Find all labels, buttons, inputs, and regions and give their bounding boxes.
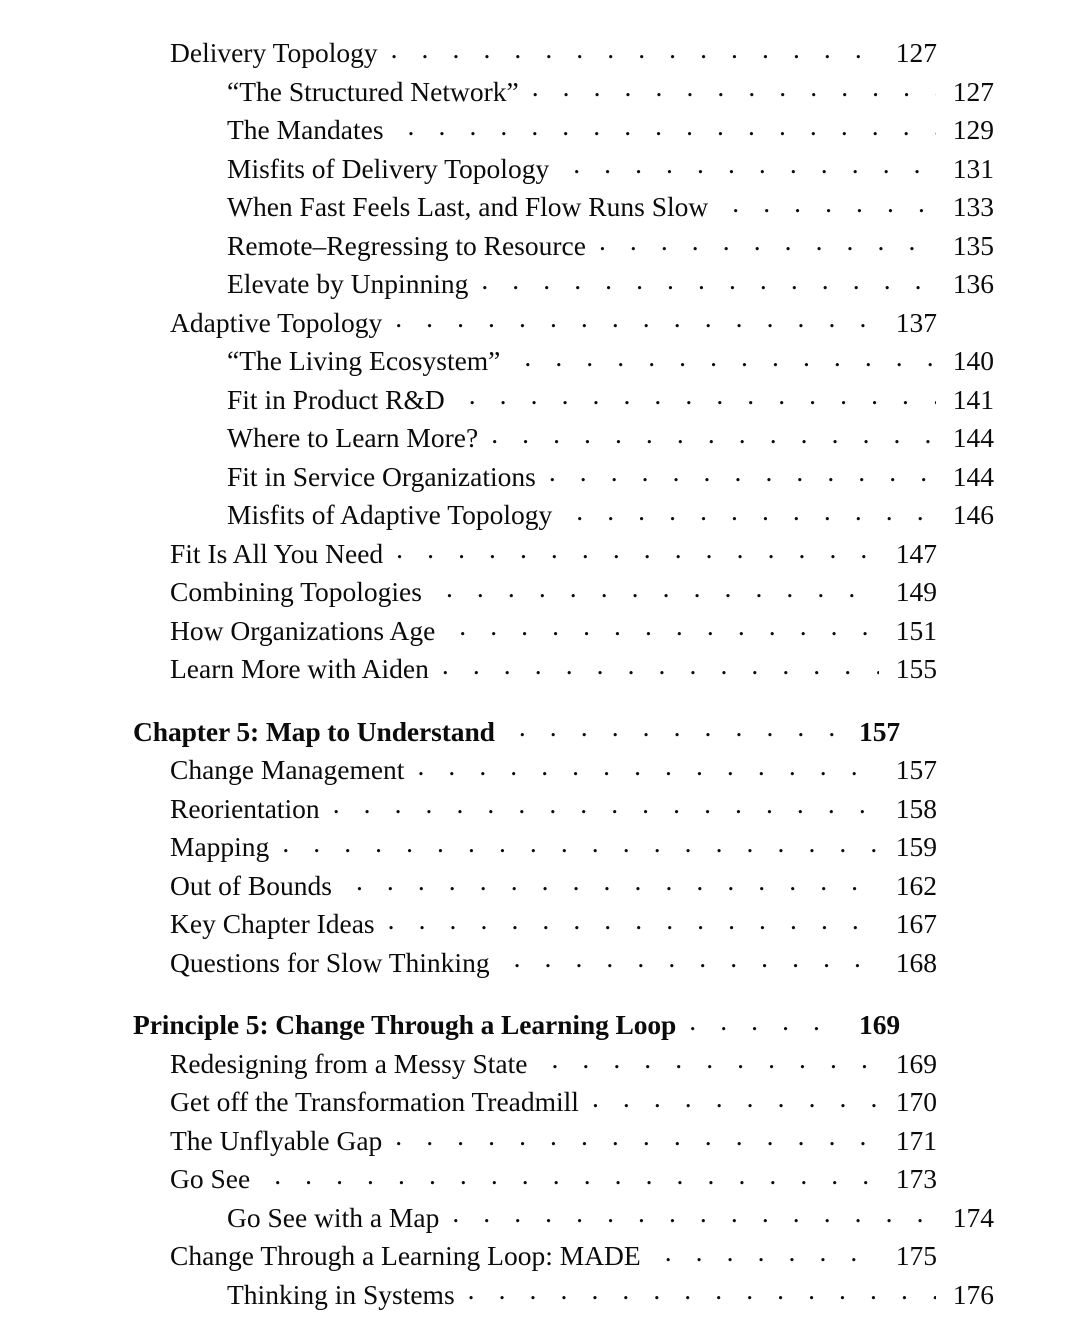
toc-entry-title: Redesigning from a Messy State (170, 1047, 528, 1079)
dot-leader (395, 1122, 879, 1150)
dot-leader (551, 1045, 879, 1073)
toc-entry-row[interactable] (133, 1083, 937, 1122)
dot-leader (665, 1238, 879, 1266)
toc-entry-row[interactable] (133, 790, 937, 829)
toc-page-number: 144 (952, 460, 994, 492)
toc-entry-title: Delivery Topology (170, 37, 378, 68)
toc-page-number: 149 (895, 576, 937, 607)
dot-leader (599, 227, 936, 255)
toc-entry-title: Learn More with Aiden (170, 653, 429, 684)
toc-entry-row[interactable] (133, 381, 994, 420)
dot-leader (408, 112, 936, 140)
toc-entry-title: Combining Topologies (170, 576, 422, 607)
toc-page-number: 141 (952, 383, 994, 415)
toc-entry-row[interactable] (133, 573, 937, 612)
toc-entry-title: Misfits of Delivery Topology (227, 152, 550, 184)
toc-entry-title: Fit in Service Organizations (227, 460, 536, 492)
toc-entry-title: “The Living Ecosystem” (227, 345, 501, 376)
toc-entry-title: Go See with a Map (227, 1201, 440, 1233)
toc-entry-title: When Fast Feels Last, and Flow Runs Slow (227, 191, 709, 222)
toc-entry-row[interactable] (133, 1237, 937, 1276)
dot-leader (532, 73, 936, 101)
toc-entry-title: Out of Bounds (170, 869, 332, 901)
toc-entry-row[interactable] (133, 111, 994, 150)
toc-entry-row[interactable] (133, 535, 937, 574)
toc-page-number: 173 (895, 1163, 937, 1194)
dot-leader (491, 420, 936, 448)
dot-leader (468, 1276, 936, 1304)
dot-leader (573, 150, 936, 178)
toc-page-number: 168 (895, 946, 937, 978)
toc-entry-title: The Unflyable Gap (170, 1124, 383, 1156)
toc-entry-row[interactable] (133, 1276, 994, 1315)
dot-leader (452, 1199, 936, 1227)
toc-entry-row[interactable] (133, 265, 994, 304)
toc-page-number: 167 (895, 908, 937, 939)
toc-entry-row[interactable] (133, 1160, 937, 1199)
toc-entry-row[interactable] (133, 73, 994, 112)
toc-entry-row[interactable] (133, 227, 994, 266)
toc-page-number: 140 (952, 345, 994, 376)
toc-page-number: 176 (952, 1278, 994, 1310)
toc-entry-row[interactable] (133, 944, 937, 983)
toc-list (133, 34, 994, 1314)
toc-entry-row[interactable] (133, 905, 937, 944)
toc-entry-row[interactable] (133, 304, 937, 343)
toc-entry-title: The Mandates (227, 114, 384, 145)
dot-leader (396, 535, 879, 563)
dot-leader (395, 304, 879, 332)
toc-page-number: 136 (952, 268, 994, 299)
toc-page-number: 157 (895, 754, 937, 785)
toc-entry-title: “The Structured Network” (227, 75, 519, 107)
toc-entry-title: Elevate by Unpinning (227, 268, 469, 299)
toc-entry-row[interactable] (133, 34, 937, 73)
toc-entry-title: Change Management (170, 754, 405, 785)
dot-leader (442, 651, 879, 679)
toc-entry-title: Chapter 5: Map to Understand (133, 715, 495, 747)
toc-page-number: 170 (895, 1086, 937, 1117)
toc-entry-row[interactable] (133, 828, 937, 867)
toc-page-number: 146 (952, 499, 994, 530)
dot-leader (576, 497, 936, 525)
toc-entry-row[interactable] (133, 1045, 937, 1084)
toc-entry-title: Questions for Slow Thinking (170, 946, 490, 978)
dot-leader (524, 343, 936, 371)
toc-entry-title: Fit Is All You Need (170, 537, 384, 569)
toc-entry-title: Key Chapter Ideas (170, 908, 375, 939)
toc-entry-row[interactable] (133, 612, 937, 651)
dot-leader (469, 381, 936, 409)
toc-page-number: 171 (895, 1124, 937, 1156)
dot-leader (282, 829, 879, 857)
toc-entry-row[interactable] (133, 650, 937, 689)
toc-page-number: 127 (895, 37, 937, 68)
toc-entry-title: Thinking in Systems (227, 1278, 455, 1310)
toc-entry-row[interactable] (133, 419, 994, 458)
dot-leader (388, 906, 879, 934)
toc-entry-row[interactable] (133, 458, 994, 497)
toc-entry-title: Remote–Regressing to Resource (227, 229, 586, 261)
dot-leader (446, 574, 879, 602)
dot-leader (549, 458, 936, 486)
toc-page-number: 169 (859, 1009, 900, 1040)
toc-entry-row[interactable] (133, 1122, 937, 1161)
toc-page-number: 127 (952, 75, 994, 107)
dot-leader (514, 944, 879, 972)
toc-entry-title: Go See (170, 1163, 251, 1194)
dot-leader (592, 1084, 879, 1112)
toc-entry-row[interactable] (133, 867, 937, 906)
dot-leader (519, 713, 842, 741)
dot-leader (689, 1007, 842, 1035)
toc-page-number: 151 (895, 614, 937, 646)
toc-page-number: 174 (952, 1201, 994, 1233)
toc-page-number: 155 (895, 653, 937, 684)
toc-entry-title: Reorientation (170, 792, 320, 824)
dot-leader (391, 35, 879, 63)
toc-page-number: 147 (895, 537, 937, 569)
toc-page-number: 137 (895, 306, 937, 338)
dot-leader (732, 189, 936, 217)
toc-entry-row[interactable] (133, 1199, 994, 1238)
toc-page-number: 162 (895, 869, 937, 901)
toc-page-number: 144 (952, 422, 994, 453)
dot-leader (356, 867, 879, 895)
toc-heading-row[interactable] (133, 713, 900, 752)
dot-leader (481, 266, 936, 294)
toc-heading-row[interactable] (133, 1006, 900, 1045)
toc-entry-title: Adaptive Topology (170, 306, 383, 338)
toc-page-number: 157 (859, 715, 900, 747)
toc-entry-row[interactable] (133, 751, 937, 790)
toc-entry-row[interactable] (133, 496, 994, 535)
toc-entry-title: Fit in Product R&D (227, 383, 445, 415)
toc-entry-row[interactable] (133, 188, 994, 227)
toc-page-number: 129 (952, 114, 994, 145)
toc-entry-row[interactable] (133, 342, 994, 381)
toc-entry-title: Where to Learn More? (227, 422, 479, 453)
dot-leader (333, 790, 879, 818)
dot-leader (417, 752, 879, 780)
dot-leader (459, 612, 879, 640)
toc-entry-title: Mapping (170, 831, 270, 862)
toc-page-number: 159 (895, 831, 937, 862)
toc-entry-title: Get off the Transformation Treadmill (170, 1086, 579, 1117)
toc-entry-row[interactable] (133, 150, 994, 189)
dot-leader (274, 1161, 879, 1189)
toc-page-number: 158 (895, 792, 937, 824)
toc-entry-title: Change Through a Learning Loop: MADE (170, 1240, 641, 1271)
toc-entry-title: How Organizations Age (170, 614, 436, 646)
toc-page-number: 131 (952, 152, 994, 184)
toc-page-number: 135 (952, 229, 994, 261)
toc-page-number: 133 (952, 191, 994, 222)
toc-page-number: 175 (895, 1240, 937, 1271)
toc-entry-title: Misfits of Adaptive Topology (227, 499, 553, 530)
toc-entry-title: Principle 5: Change Through a Learning Loop (133, 1009, 677, 1040)
toc-page-number: 169 (895, 1047, 937, 1079)
